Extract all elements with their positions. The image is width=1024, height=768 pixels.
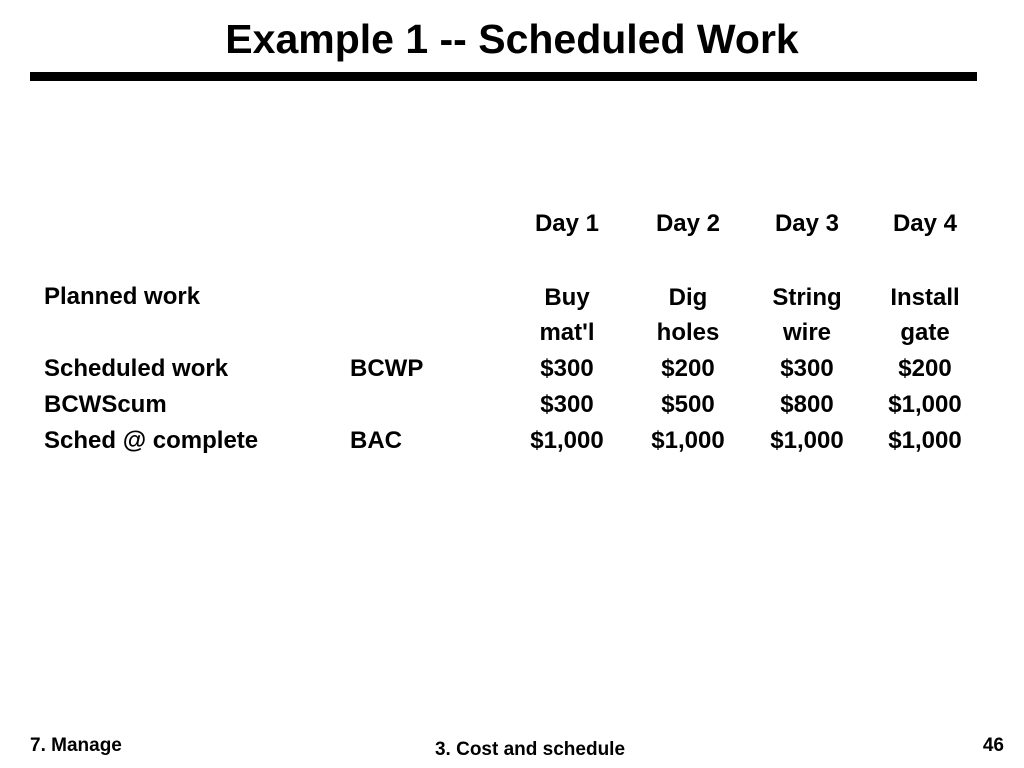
- complete-value: $1,000: [651, 427, 725, 454]
- day-header: Day 1: [534, 210, 600, 237]
- row-label-sched-complete: Sched @ complete: [44, 427, 259, 454]
- task-line-1: Dig: [668, 284, 708, 311]
- row-code-bac: BAC: [350, 427, 402, 454]
- task-line-2: holes: [656, 319, 720, 346]
- page-number: 46: [982, 735, 1004, 756]
- scheduled-value: $200: [661, 355, 715, 382]
- task-line-1: Buy: [544, 284, 590, 311]
- complete-value: $1,000: [888, 427, 962, 454]
- title-divider: [30, 72, 977, 81]
- row-label-scheduled-work: Scheduled work: [44, 355, 229, 382]
- task-line-2: gate: [900, 319, 950, 346]
- task-line-1: String: [772, 284, 842, 311]
- task-line-1: Install: [890, 284, 960, 311]
- task-line-2: mat'l: [539, 319, 595, 346]
- slide-title: Example 1 -- Scheduled Work: [225, 16, 799, 62]
- complete-value: $1,000: [770, 427, 844, 454]
- cumulative-value: $800: [780, 391, 834, 418]
- complete-value: $1,000: [530, 427, 604, 454]
- scheduled-value: $300: [780, 355, 834, 382]
- footer-topic-label: 3. Cost and schedule: [434, 739, 626, 760]
- cumulative-value: $1,000: [888, 391, 962, 418]
- footer-section-label: 7. Manage: [30, 735, 122, 756]
- row-label-planned-work: Planned work: [44, 283, 201, 310]
- scheduled-value: $200: [898, 355, 952, 382]
- task-line-2: wire: [782, 319, 832, 346]
- day-header: Day 3: [774, 210, 840, 237]
- row-code-bcwp: BCWP: [350, 355, 424, 382]
- row-label-bcwscum: BCWScum: [44, 391, 167, 418]
- cumulative-value: $500: [661, 391, 715, 418]
- day-header: Day 4: [892, 210, 958, 237]
- scheduled-value: $300: [540, 355, 594, 382]
- day-header: Day 2: [655, 210, 721, 237]
- cumulative-value: $300: [540, 391, 594, 418]
